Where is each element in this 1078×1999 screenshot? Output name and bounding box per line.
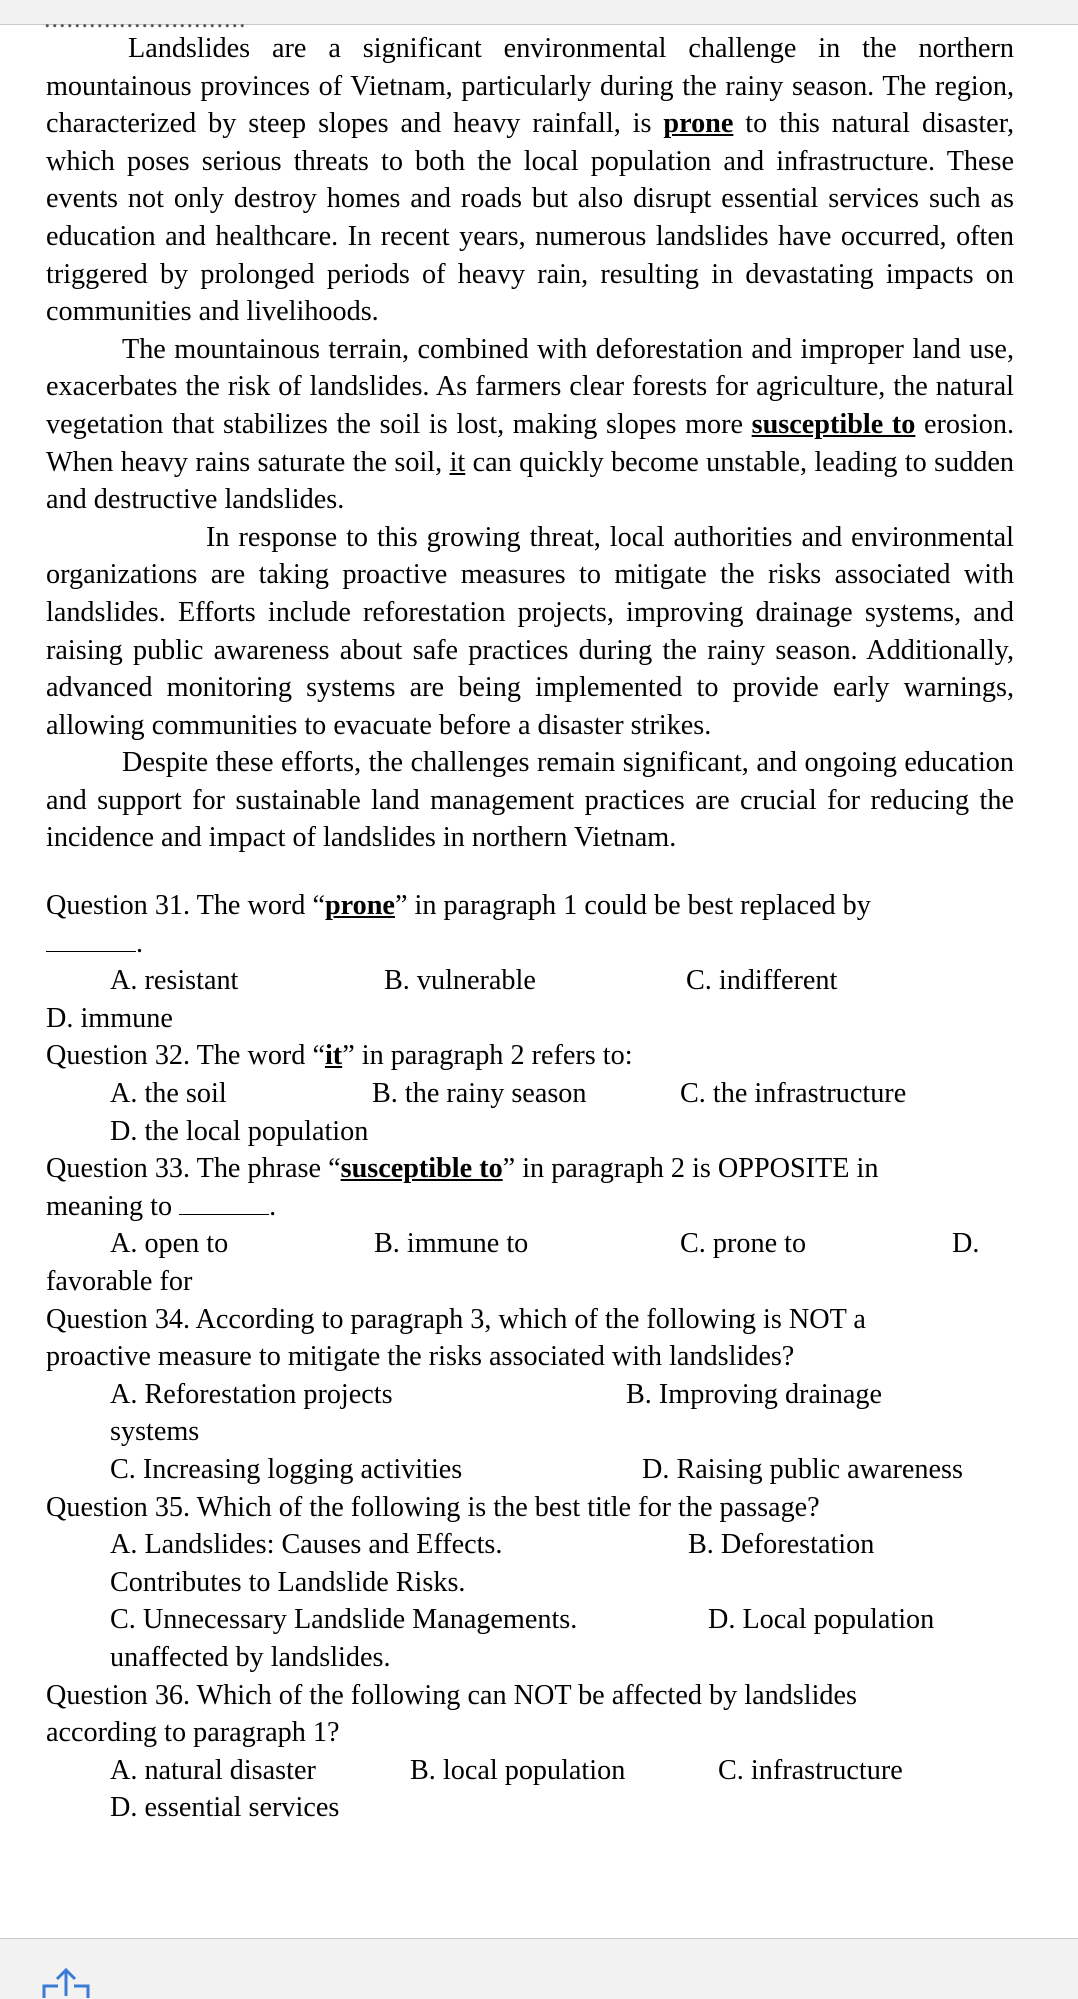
paragraph-3: In response to this growing threat, local authorities and environmental organizations are taking proactive measures to mitigate the risks associated with landslides. Efforts include reforestation projects, improving drainage systems, and raising public awareness about safe practices during the rainy season. Additionally, advanced monitoring systems are being implemented to provide early warnings, allowing communities to evacuate before a disaster strikes. <box>46 521 1014 741</box>
option-c[interactable]: C. indifferent <box>686 965 838 997</box>
option-c[interactable]: C. Unnecessary Landslide Managements. <box>110 1604 578 1636</box>
question-35: Question 35. Which of the following is the best title for the passage? <box>46 1491 820 1523</box>
p2-text-a: The mountainous terrain, combined with deforestation and improper land use, exacerbates the risk of landslides. As farmers clear forests for agriculture, the natural vegetation that stabilizes the soil is lost, making slopes more <box>46 333 1014 440</box>
option-d[interactable]: D. essential services <box>110 1792 340 1824</box>
option-b[interactable]: B. Deforestation <box>688 1529 875 1561</box>
question-32: Question 32. The word “it” in paragraph 2 refers to: <box>46 1040 633 1072</box>
question-33: Question 33. The phrase “susceptible to” in paragraph 2 is OPPOSITE in <box>46 1153 879 1185</box>
cut-off-text: ........................... <box>44 4 247 33</box>
option-b-continued[interactable]: Contributes to Landslide Risks. <box>110 1566 466 1598</box>
question-33-options <box>46 1225 1014 1263</box>
paragraph-1 <box>46 30 1014 331</box>
p2-underlined-it: it <box>449 446 466 478</box>
option-a[interactable]: A. Reforestation projects <box>110 1378 393 1410</box>
option-b[interactable]: B. Improving drainage <box>626 1378 882 1410</box>
question-32-options <box>46 1075 1014 1113</box>
option-d[interactable]: D. the local population <box>110 1115 369 1147</box>
question-34-options-cd <box>46 1451 1014 1489</box>
question-36: Question 36. Which of the following can NOT be affected by landslides <box>46 1679 857 1711</box>
option-a[interactable]: A. open to <box>110 1228 229 1260</box>
question-31-options <box>46 962 1014 1000</box>
option-d[interactable]: D. Local population <box>708 1604 935 1636</box>
p2-text-b: erosion. When heavy rains saturate the soil, <box>46 408 1015 478</box>
option-c[interactable]: C. prone to <box>680 1228 807 1260</box>
document-page <box>46 30 1014 1827</box>
option-d-label[interactable]: D. <box>952 1228 980 1260</box>
answer-blank <box>179 1190 269 1215</box>
option-b-continued[interactable]: systems <box>110 1416 200 1448</box>
option-a[interactable]: A. natural disaster <box>110 1754 316 1786</box>
question-31: Question 31. The word “prone” in paragraph 1 could be best replaced by <box>46 890 871 922</box>
question-33-line-2: meaning to . <box>46 1190 277 1222</box>
question-36-line-2: according to paragraph 1? <box>46 1717 340 1749</box>
p2-underlined-phrase: susceptible to <box>751 408 916 440</box>
top-strip <box>0 0 1078 33</box>
paragraph-2 <box>46 331 1014 519</box>
option-d-text[interactable]: favorable for <box>46 1266 193 1297</box>
option-c[interactable]: C. the infrastructure <box>680 1078 907 1110</box>
option-c[interactable]: C. Increasing logging activities <box>110 1453 463 1485</box>
question-34-options-ab <box>46 1376 1014 1414</box>
option-b[interactable]: B. immune to <box>374 1228 529 1260</box>
option-b[interactable]: B. local population <box>410 1754 626 1786</box>
p1-text-a: Landslides are a significant environmental challenge in the northern mountainous provinces of Vietnam, particularly during the rainy season. The region, characterized by steep slopes and heavy rainfall, is <box>46 33 1014 140</box>
p1-underlined-word: prone <box>663 108 734 140</box>
p1-text-b: to this natural disaster, which poses serious threats to both the local population and infrastructure. These events not only destroy homes and roads but also disrupt essential services such as education and healthcare. In recent years, numerous landslides have occurred, often triggered by prolonged periods of heavy rain, resulting in devastating impacts on communities and livelihoods. <box>46 108 1014 328</box>
paragraph-4: Despite these efforts, the challenges remain significant, and ongoing education and support for sustainable land management practices are crucial for reducing the incidence and impact of landslides in northern Vietnam. <box>46 747 1014 854</box>
option-d-continued[interactable]: unaffected by landslides. <box>110 1641 391 1673</box>
question-34: Question 34. According to paragraph 3, which of the following is NOT a <box>46 1303 866 1335</box>
option-d[interactable]: D. Raising public awareness <box>642 1453 963 1485</box>
question-34-line-2: proactive measure to mitigate the risks associated with landslides? <box>46 1341 795 1373</box>
question-36-options <box>46 1752 1014 1790</box>
answer-blank <box>46 927 136 952</box>
share-icon[interactable] <box>40 1966 92 1998</box>
bottom-toolbar <box>0 1938 1078 1999</box>
option-b[interactable]: B. vulnerable <box>384 965 536 997</box>
option-d[interactable]: D. immune <box>46 1002 173 1034</box>
option-b[interactable]: B. the rainy season <box>372 1078 587 1110</box>
question-35-options-cd <box>46 1601 1014 1639</box>
question-31-blank-line: . <box>46 925 1014 963</box>
option-a[interactable]: A. Landslides: Causes and Effects. <box>110 1529 503 1561</box>
option-a[interactable]: A. resistant <box>110 965 239 997</box>
question-35-options-ab <box>46 1526 1014 1564</box>
option-a[interactable]: A. the soil <box>110 1078 227 1110</box>
option-c[interactable]: C. infrastructure <box>718 1754 903 1786</box>
p2-text-c: can quickly become unstable, leading to sudden and destructive landslides. <box>46 446 1014 516</box>
